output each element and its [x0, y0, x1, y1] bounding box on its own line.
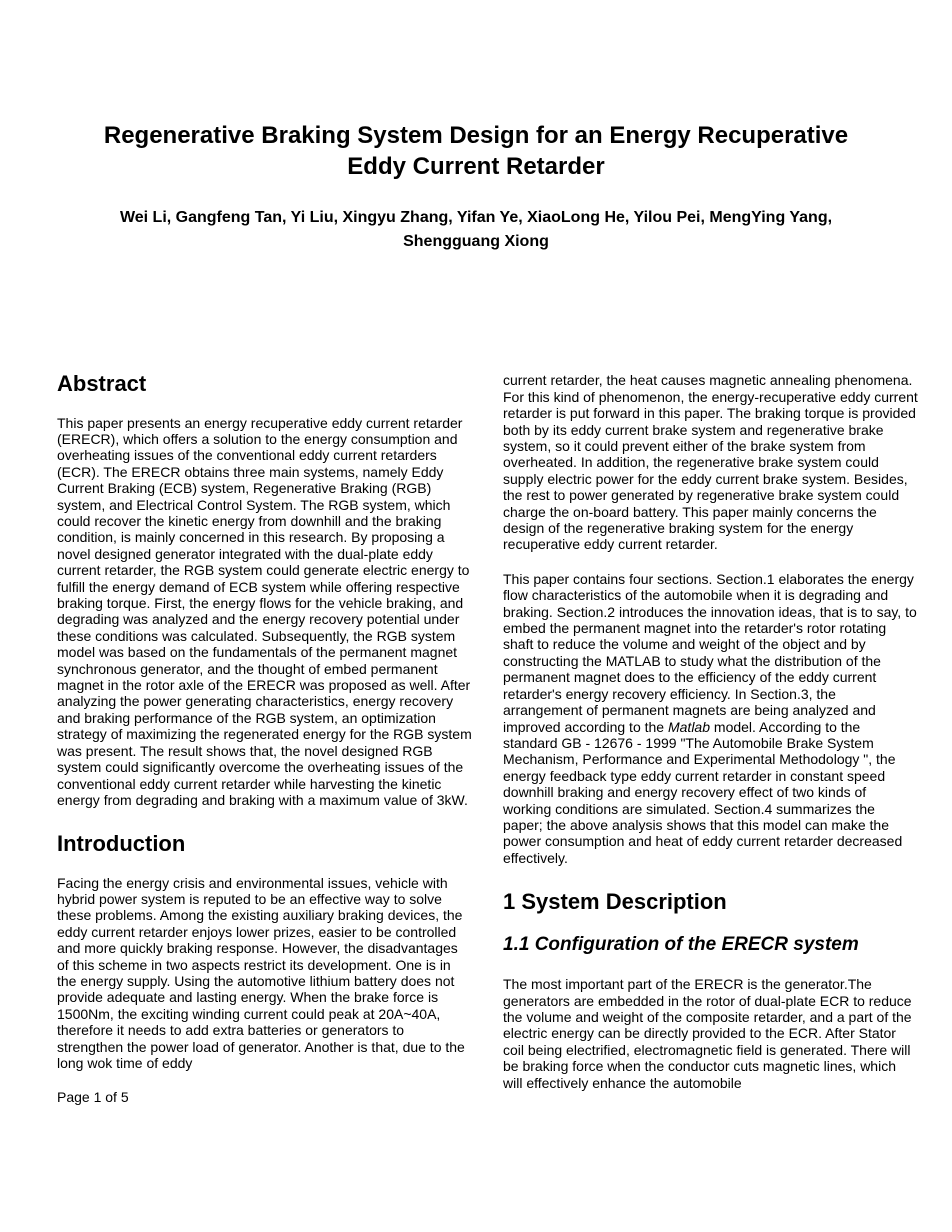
- continuation-paragraph: current retarder, the heat causes magnetic annealing phenomena. For this kind of phenomenon, the energy-recuperative eddy current retarder is put forward in this paper. The braking torque is provided both by its eddy current brake system and regenerative brake system, so it could prevent either of the brake system from overheated. In addition, the regenerative brake system could supply electric power for the eddy current brake system. Besides, the rest to power generated by regenerative brake system could charge the on-board battery. This paper mainly concerns the design of the regenerative braking system for the energy recuperative eddy current retarder.: [503, 372, 918, 553]
- abstract-paragraph: This paper presents an energy recuperative eddy current retarder (ERECR), which offers a solution to the energy consumption and overheating issues of the conventional eddy current retarders (ECR). The ERECR obtains three main systems, namely Eddy Current Braking (ECB) system, Regenerative Braking (RGB) system, and Electrical Control System. The RGB system, which could recover the kinetic energy from downhill and the braking condition, is mainly concerned in this research. By proposing a novel designed generator integrated with the dual-plate eddy current retarder, the RGB system could generate electric energy to fulfill the energy demand of ECB system while offering respective braking torque. First, the energy flows for the vehicle braking, and degrading was analyzed and the energy recovery potential under these conditions was calculated. Subsequently, the RGB system model was based on the fundamentals of the permanent magnet synchronous generator, and the thought of embed permanent magnet in the rotor axle of the ERECR was proposed as well. After analyzing the power generating characteristics, energy recovery and braking performance of the RGB system, an optimization strategy of maximizing the regenerated energy for the RGB system was present. The result shows that, the novel designed RGB system could significantly overcome the overheating issues of the conventional eddy current retarder while harvesting the kinetic energy from degrading and braking with a maximum value of 3kW.: [57, 414, 472, 808]
- sections-overview-paragraph: [503, 571, 918, 866]
- right-column: [503, 372, 918, 1109]
- matlab-italic-word: Matlab: [667, 718, 711, 735]
- section-1-1-heading: 1.1 Configuration of the ERECR system: [503, 934, 859, 956]
- overview-text-after-italic: model. According to the standard GB - 12676 - 1999 "The Automobile Brake System Mechanism, Performance and Experimental Methodology ", the energy feedback type eddy current retarder in constant speed downhill braking and energy recovery effect of two kinds of working conditions are simulated. Section.4 summarizes the paper; the above analysis shows that this model can make the power consumption and heat of eddy current retarder decreased effectively.: [503, 718, 903, 866]
- left-column: [57, 372, 472, 1109]
- section-1-heading: 1 System Description: [503, 889, 727, 915]
- introduction-heading: Introduction: [57, 831, 186, 857]
- configuration-paragraph: The most important part of the ERECR is the generator.The generators are embedded in the rotor of dual-plate ECR to reduce the volume and weight of the composite retarder, and a part of the electric energy can be directly provided to the ECR. After Stator coil being electrified, electromagnetic field is generated. There will be braking force when the conductor cuts magnetic lines, which will effectively enhance the automobile: [503, 976, 912, 1091]
- overview-text-before-italic: This paper contains four sections. Section.1 elaborates the energy flow characteristics of the automobile when it is degrading and braking. Section.2 introduces the innovation ideas, that is to say, to embed the permanent magnet into the retarder's rotor rotating shaft to reduce the volume and weight of the object and by constructing the MATLAB to study what the distribution of the permanent magnet does to the efficiency of the eddy current retarder's energy recovery efficiency. In Section.3, the arrangement of permanent magnets are being analyzed and improved according to the: [503, 570, 917, 735]
- abstract-heading: Abstract: [57, 371, 147, 397]
- introduction-paragraph: Facing the energy crisis and environmental issues, vehicle with hybrid power system is reputed to be an effective way to solve these problems. Among the existing auxiliary braking devices, the eddy current retarder enjoys lower prizes, easier to be controlled and more quickly braking response. However, the disadvantages of this scheme in two aspects restrict its development. One is in the energy supply. Using the automotive lithium battery does not provide adequate and lasting energy. When the brake force is 1500Nm, the exciting winding current could peak at 20A~40A, therefore it needs to add extra batteries or generators to strengthen the power load of generator. Another is that, due to the long wok time of eddy: [57, 874, 465, 1071]
- paper-authors: Wei Li, Gangfeng Tan, Yi Liu, Xingyu Zhang, Yifan Ye, XiaoLong He, Yilou Pei, MengYing Yang, Shengguang Xiong: [119, 209, 833, 251]
- paper-title: Regenerative Braking System Design for an Energy Recuperative Eddy Current Retarder: [103, 122, 849, 181]
- two-column-body: [0, 372, 952, 1109]
- page-number: Page 1 of 5: [57, 1089, 129, 1106]
